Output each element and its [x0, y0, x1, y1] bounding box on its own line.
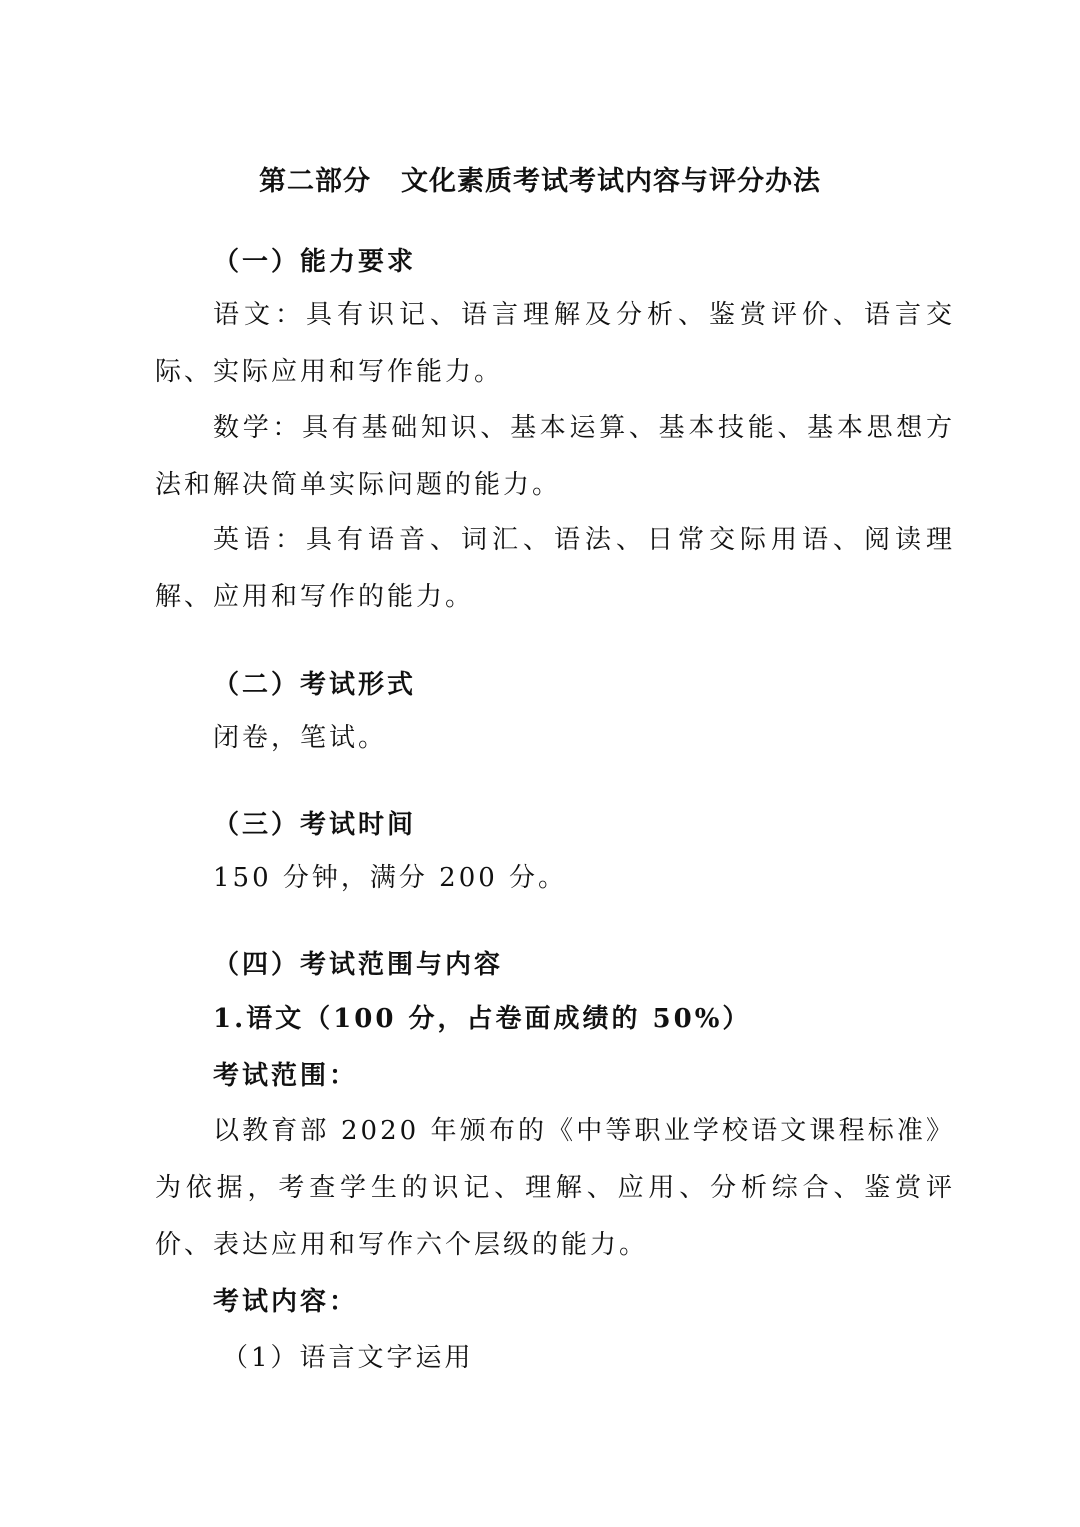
paragraph-chinese-ability: 语文：具有识记、语言理解及分析、鉴赏评价、语言交际、实际应用和写作能力。 — [155, 300, 955, 387]
page-title — [0, 160, 1080, 204]
section-heading-exam-time: （三）考试时间 — [213, 810, 417, 840]
paragraph-exam-scope: 以教育部 2020 年颁布的《中等职业学校语文课程标准》为依据，考查学生的识记、理解、应用、分析综合、鉴赏评价、表达应用和写作六个层级的能力。 — [155, 1116, 955, 1260]
exam-format-text: 闭卷，笔试。 — [213, 723, 388, 753]
title-main: 文化素质考试考试内容与评分办法 — [401, 166, 821, 197]
content-item-1: （1）语言文字运用 — [222, 1343, 474, 1373]
exam-time-text: 150 分钟，满分 200 分。 — [213, 863, 568, 893]
label-exam-content: 考试内容： — [213, 1287, 359, 1317]
paragraph-english-ability: 英语：具有语音、词汇、语法、日常交际用语、阅读理解、应用和写作的能力。 — [155, 525, 955, 612]
paragraph-math-ability: 数学：具有基础知识、基本运算、基本技能、基本思想方法和解决简单实际问题的能力。 — [155, 413, 955, 500]
label-exam-scope: 考试范围： — [213, 1061, 359, 1091]
subheading-chinese: 1.语文（100 分，占卷面成绩的 50%） — [213, 1004, 752, 1034]
section-heading-exam-scope: （四）考试范围与内容 — [213, 950, 504, 980]
section-heading-ability: （一）能力要求 — [213, 247, 417, 277]
section-heading-exam-format: （二）考试形式 — [213, 670, 417, 700]
title-part: 第二部分 — [259, 166, 371, 197]
